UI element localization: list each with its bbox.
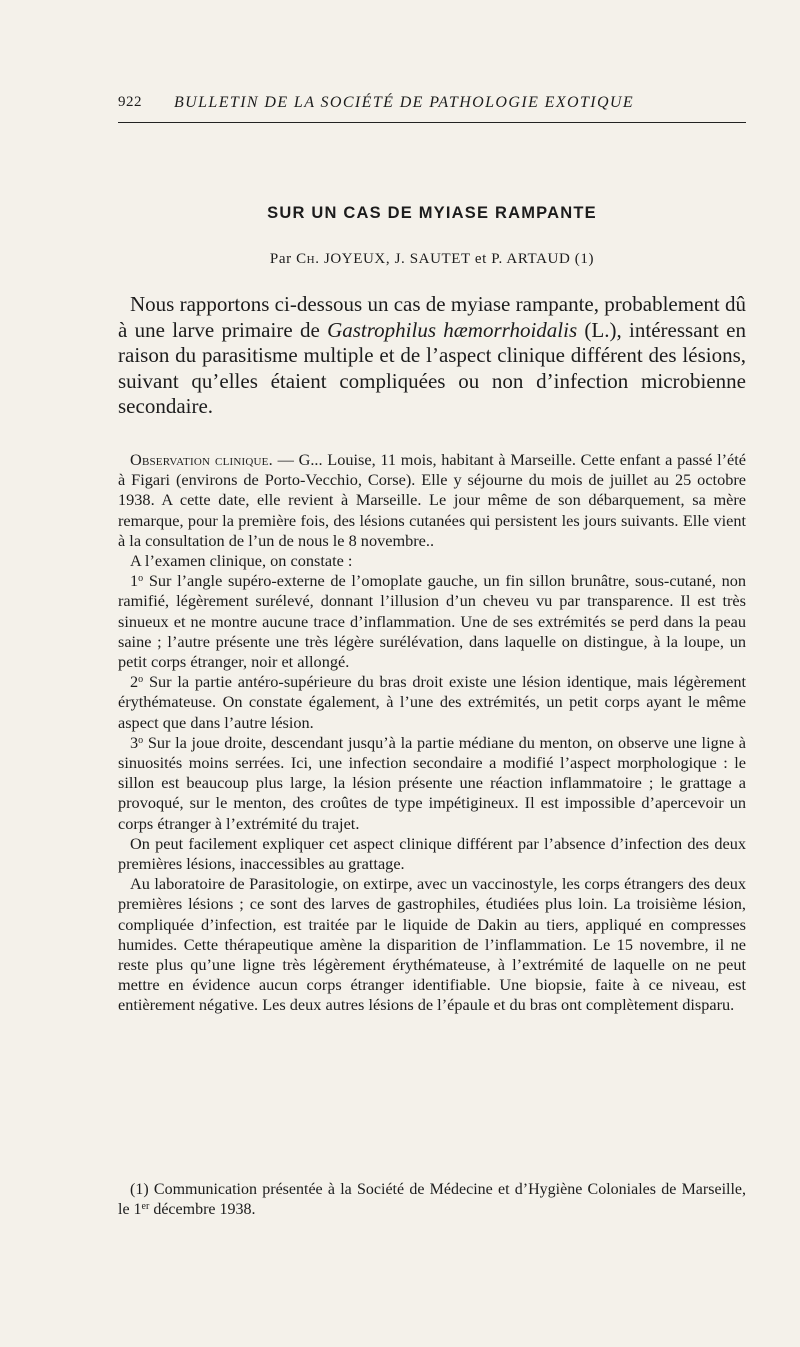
author-initial-ch: Ch.: [296, 251, 320, 267]
article-title: SUR UN CAS DE MYIASE RAMPANTE: [267, 204, 597, 222]
authors-prefix: Par: [269, 251, 292, 267]
abstract-text-2: (L.), intéressant en raison du parasitisme multiple et de l’aspect clinique différent des lésions, suivant qu’elles étaient compliquées ou non d’infection microbienne secondaire.: [118, 317, 746, 418]
finding-3: 3$^o$ Sur la joue droite, descendant jusqu’à la partie médiane du menton, on observe une ligne à sinuosités moins serrées. Ici, une infection secondaire a modifié l’aspect morphologique : le sillon est beaucoup plus large, la lésion présente une réaction inflammatoire ; le grattage a provoqué, sur le menton, des croûtes de type impétigineux. Il est impossible d’apercevoir un corps étranger à l’extrémité du trajet.: [118, 732, 747, 833]
footnote-text-1: (1) Communication présentée à la Société de Médecine et d’Hygiène Coloniales de Marseille, le 1: [118, 1181, 746, 1218]
observation-paragraph: [118, 450, 746, 551]
authors-line: [130, 251, 734, 268]
footnote-superscript: er: [141, 1201, 150, 1212]
finding-3-text: Sur la joue droite, descendant jusqu’à la partie médiane du menton, on observe une ligne à sinuosités moins serrées. Ici, une infection secondaire a modifié l’aspect morphologique : le sillon est beaucoup plus large, la lésion présente une réaction inflammatoire ; le grattage a provoqué, sur le menton, des croûtes de type impétigineux. Il est impossible d’apercevoir un corps étranger à l’extrémité du trajet.: [118, 732, 747, 833]
article-body: [118, 450, 746, 1016]
finding-1: 1$^o$ Sur l’angle supéro-externe de l’omoplate gauche, un fin sillon brunâtre, sous-cutané, non ramifié, légèrement surélevé, donnant l’illusion d’un cheveu vu par transparence. Il est très sinueux et ne montre aucune trace d’inflammation. Une de ses extrémités se perd dans la peau saine ; l’autre présente une très légère surélévation, dans laquelle on distingue, à la loupe, un petit corps étranger, noir et allongé.: [118, 571, 746, 672]
footnote-ref: (1): [574, 251, 595, 267]
species-name: Gastrophilus hæmorrhoidalis: [327, 317, 578, 342]
exam-intro: A l’examen clinique, on constate :: [130, 551, 353, 571]
finding-2-text: Sur la partie antéro-supérieure du bras droit existe une lésion identique, mais légèrement érythémateuse. On constate également, à l’une des extrémités, un petit corps ayant le même aspect que dans l’autre lésion.: [118, 672, 746, 732]
finding-1-number: 1: [130, 571, 139, 591]
abstract-paragraph: [118, 292, 746, 420]
page-number: 922: [118, 94, 142, 110]
footnote-text-2: décembre 1938.: [149, 1201, 256, 1218]
journal-title: BULLETIN DE LA SOCIÉTÉ DE PATHOLOGIE EXOTIQUE: [174, 94, 635, 111]
footnote: [118, 1180, 746, 1220]
observation-dash: —: [272, 450, 299, 469]
authors-names: JOYEUX, J. SAUTET et P. ARTAUD: [323, 251, 571, 267]
finding-2: 2$^o$ Sur la partie antéro-supérieure du bras droit existe une lésion identique, mais légèrement érythémateuse. On constate également, à l’une des extrémités, un petit corps ayant le même aspect que dans l’autre lésion.: [118, 672, 746, 732]
footnote-paragraph: [118, 1180, 746, 1220]
observation-text: G... Louise, 11 mois, habitant à Marseille. Cette enfant a passé l’été à Figari (environs de Porto-Vecchio, Corse). Elle y séjourne du mois de juillet au 25 octobre 1938. A cette date, elle revient à Marseille. Le jour même de son débarquement, sa mère remarque, pour la première fois, des lésions cutanées qui persistent les jours suivants. Elle vient à la consultation de l’un de nous le 8 novembre..: [118, 450, 746, 550]
header-rule: [118, 122, 746, 123]
finding-2-number: 2: [130, 672, 139, 692]
finding-1-text: Sur l’angle supéro-externe de l’omoplate gauche, un fin sillon brunâtre, sous-cutané, non ramifié, légèrement surélevé, donnant l’illusion d’un cheveu vu par transparence. Il est très sinueux et ne montre aucune trace d’inflammation. Une de ses extrémités se perd dans la peau saine ; l’autre présente une très légère surélévation, dans laquelle on distingue, à la loupe, un petit corps étranger, noir et allongé.: [118, 571, 746, 672]
explanation-paragraph: On peut facilement expliquer cet aspect clinique différent par l’absence d’infection des deux premières lésions, inaccessibles au grattage.: [118, 833, 746, 874]
observation-label: Observation clinique.: [130, 450, 273, 469]
laboratory-paragraph: Au laboratoire de Parasitologie, on extirpe, avec un vaccinostyle, les corps étrangers des deux premières lésions ; ce sont des larves de gastrophiles, étudiées plus loin. La troisième lésion, compliquée d’infection, est traitée par le liquide de Dakin au tiers, appliqué en compresses humides. Cette thérapeutique amène la disparition de l’inflammation. Le 15 novembre, il ne reste plus qu’une ligne très légèrement érythémateuse, à l’extrémité de laquelle on ne peut mettre en évidence aucun corps étranger identifiable. Une biopsie, faite à ce niveau, est entièrement négative. Les deux autres lésions de l’épaule et du bras ont complètement disparu.: [118, 874, 746, 1015]
finding-3-number: 3: [130, 732, 139, 752]
abstract: [118, 292, 746, 420]
abstract-text-1: Nous rapportons ci-dessous un cas de myiase rampante, probablement dû à une larve primaire de: [118, 292, 746, 342]
running-header: [118, 94, 746, 118]
